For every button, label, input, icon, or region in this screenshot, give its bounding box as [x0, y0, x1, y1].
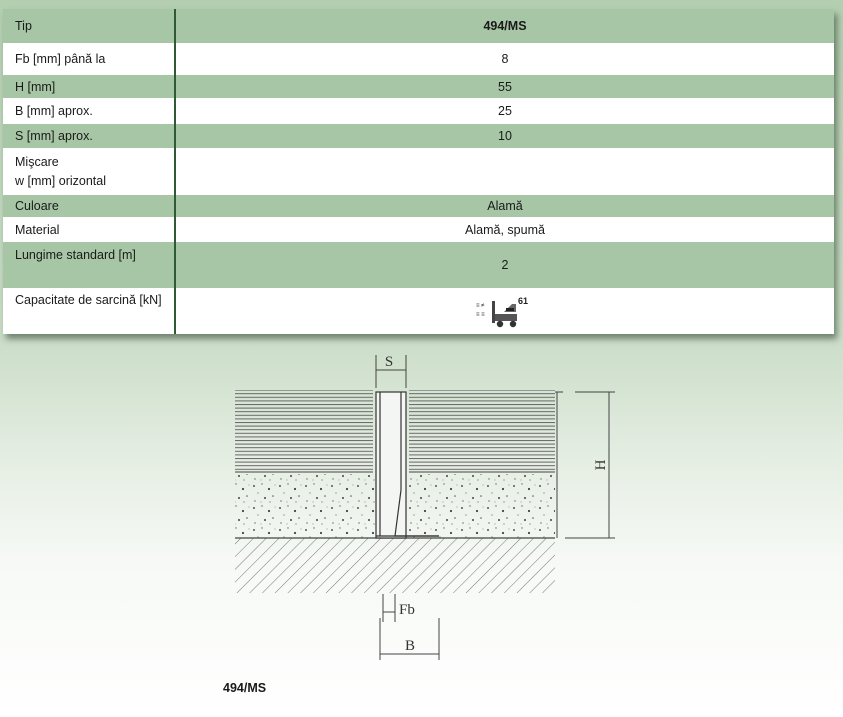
header-label: Tip — [3, 9, 176, 43]
row-label-line2: w [mm] orizontal — [15, 174, 106, 188]
table-row-lungime — [3, 242, 834, 288]
row-value: 25 — [498, 104, 512, 118]
row-value: 10 — [498, 129, 512, 143]
row-value — [176, 288, 834, 334]
fb-dimension — [383, 594, 415, 622]
h-dimension-lines — [555, 392, 563, 538]
table-header-row — [3, 9, 834, 43]
row-label: Fb [mm] până la — [3, 43, 176, 75]
header-value: 494/MS — [483, 19, 527, 33]
profile-cross-section-drawing — [225, 350, 609, 670]
row-value: 2 — [501, 258, 509, 272]
table-row-b — [3, 98, 834, 124]
row-value — [176, 148, 834, 195]
table-row-capacitate — [3, 288, 834, 334]
row-label: B [mm] aprox. — [3, 98, 176, 124]
h-dimension — [565, 392, 615, 538]
svg-text:≡ ≠: ≡ ≠ — [476, 303, 485, 309]
row-label: H [mm] — [3, 75, 176, 98]
s-label: S — [384, 354, 394, 370]
forklift-load-icon — [476, 292, 534, 330]
s-dimension — [376, 354, 406, 388]
h-label: H — [593, 459, 609, 471]
row-value: Alamă — [487, 199, 523, 213]
row-value: 55 — [498, 79, 512, 94]
row-label: Lungime standard [m] — [3, 242, 176, 288]
row-label: S [mm] aprox. — [3, 124, 176, 148]
load-icon-value: 61 — [518, 296, 529, 306]
row-value: Alamă, spumă — [465, 222, 545, 237]
row-label: Culoare — [3, 195, 176, 217]
row-label-line1: Mişcare — [15, 155, 59, 169]
table-row-fb — [3, 43, 834, 75]
row-label — [3, 148, 176, 195]
svg-text:≡ ≡: ≡ ≡ — [476, 312, 485, 318]
table-row-h — [3, 75, 834, 98]
ground-hatch — [235, 538, 555, 593]
row-value: 8 — [501, 52, 509, 66]
row-label: Material — [3, 217, 176, 242]
row-label: Capacitate de sarcină [kN] — [3, 288, 176, 334]
product-code-caption: 494/MS — [223, 681, 267, 695]
table-row-s — [3, 124, 834, 148]
table-row-culoare — [3, 195, 834, 217]
table-row-material — [3, 217, 834, 242]
b-dimension — [380, 618, 439, 660]
fb-label: Fb — [399, 602, 415, 618]
specification-table — [3, 9, 834, 334]
table-row-miscare — [3, 148, 834, 195]
b-label: B — [404, 638, 416, 654]
